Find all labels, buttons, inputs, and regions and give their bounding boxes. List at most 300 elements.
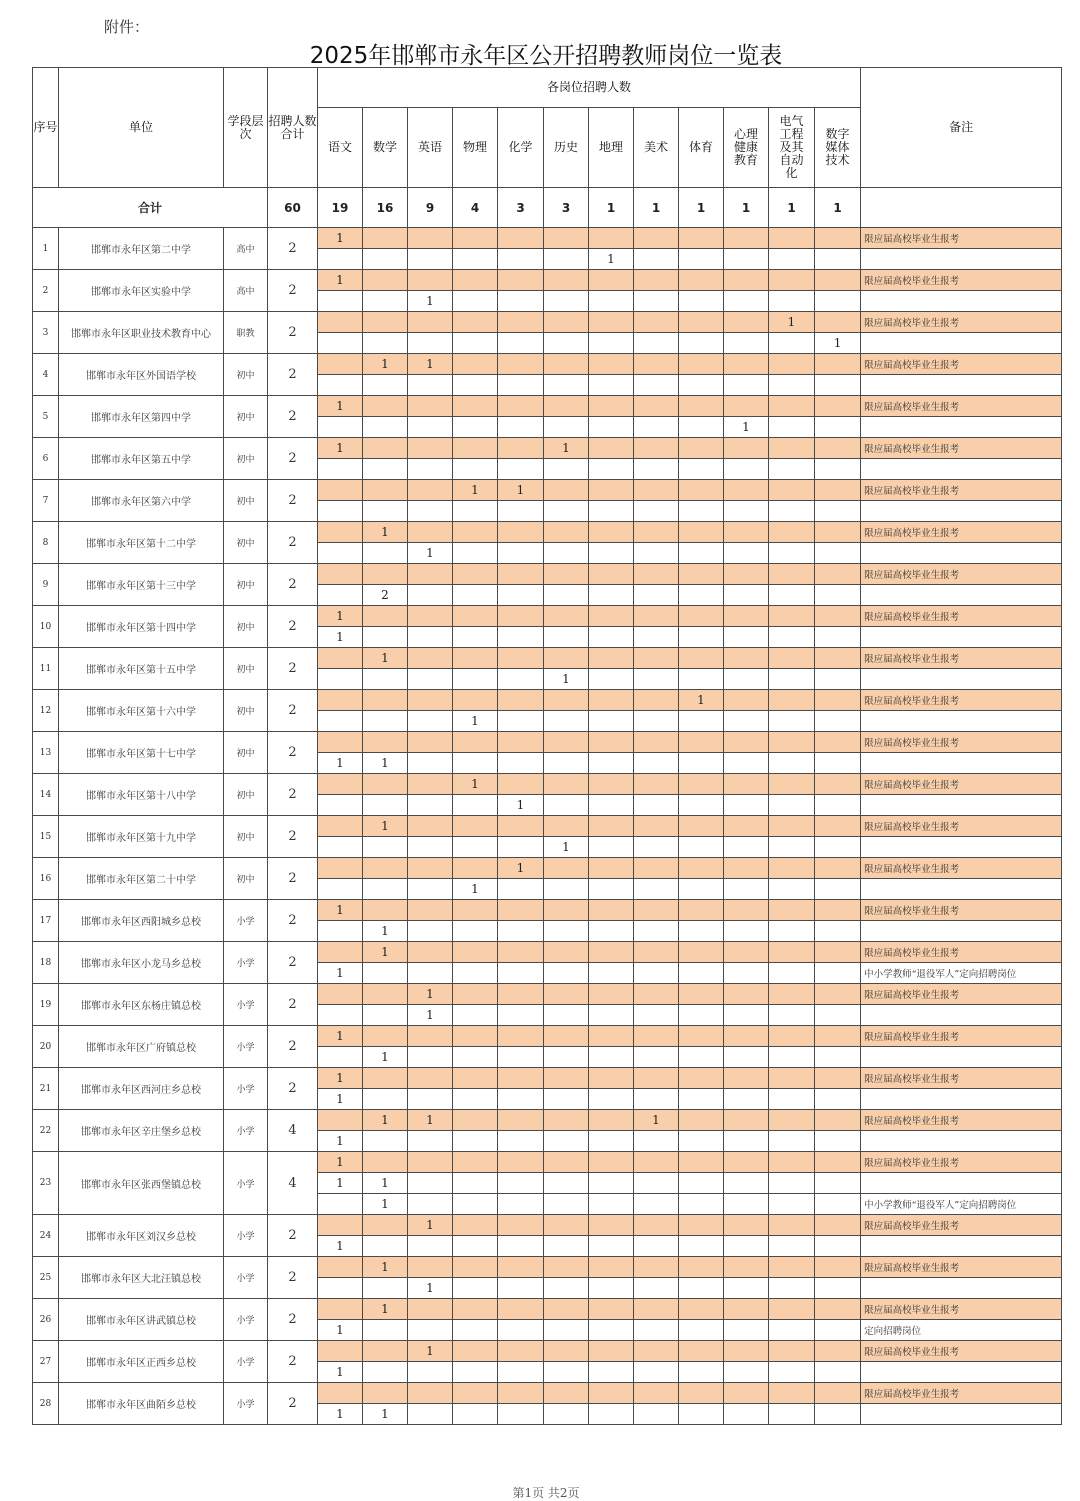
subject-cell xyxy=(679,942,724,963)
subject-cell xyxy=(724,480,769,501)
row-index: 10 xyxy=(33,606,59,648)
subject-cell xyxy=(815,1236,861,1257)
subject-cell xyxy=(589,1320,634,1341)
subject-cell xyxy=(634,984,679,1005)
subject-cell xyxy=(724,1068,769,1089)
subject-cell xyxy=(815,711,861,732)
subject-cell xyxy=(769,1110,815,1131)
row-remark xyxy=(861,333,1062,354)
subject-cell xyxy=(769,585,815,606)
row-total: 2 xyxy=(268,942,318,984)
subject-cell xyxy=(679,354,724,375)
subject-cell xyxy=(498,690,544,711)
subject-cell: 1 xyxy=(453,711,498,732)
subject-cell xyxy=(318,795,363,816)
subject-cell xyxy=(724,1089,769,1110)
subject-cell xyxy=(815,900,861,921)
row-unit: 邯郸市永年区第六中学 xyxy=(59,480,224,522)
row-level: 初中 xyxy=(224,396,268,438)
subject-cell xyxy=(498,1236,544,1257)
subject-cell xyxy=(679,1278,724,1299)
subject-cell xyxy=(679,375,724,396)
subject-cell xyxy=(498,375,544,396)
subject-cell xyxy=(634,1320,679,1341)
subject-cell xyxy=(408,942,453,963)
subject-cell xyxy=(679,984,724,1005)
subject-cell: 1 xyxy=(453,774,498,795)
subject-cell xyxy=(679,228,724,249)
subject-cell xyxy=(408,417,453,438)
subject-cell xyxy=(815,1173,861,1194)
totals-subject: 1 xyxy=(679,188,724,228)
subject-cell: 1 xyxy=(408,543,453,564)
subject-cell xyxy=(363,774,408,795)
subject-cell xyxy=(679,753,724,774)
subject-cell xyxy=(498,606,544,627)
subject-cell xyxy=(318,1278,363,1299)
subject-cell xyxy=(634,732,679,753)
row-remark xyxy=(861,543,1062,564)
subject-cell xyxy=(815,1152,861,1173)
row-level: 高中 xyxy=(224,228,268,270)
subject-cell xyxy=(363,312,408,333)
subject-cell xyxy=(498,1005,544,1026)
subject-cell xyxy=(815,1299,861,1320)
subject-cell xyxy=(679,1131,724,1152)
row-remark: 限应届高校毕业生报考 xyxy=(861,438,1062,459)
subject-cell xyxy=(679,396,724,417)
subject-cell xyxy=(679,312,724,333)
subject-cell xyxy=(453,1068,498,1089)
row-total: 2 xyxy=(268,648,318,690)
subject-cell xyxy=(318,1299,363,1320)
subject-cell xyxy=(815,396,861,417)
subject-cell xyxy=(815,417,861,438)
subject-cell xyxy=(769,291,815,312)
row-remark xyxy=(861,1236,1062,1257)
subject-cell xyxy=(724,984,769,1005)
subject-cell: 1 xyxy=(724,417,769,438)
subject-cell xyxy=(363,396,408,417)
subject-cell xyxy=(408,858,453,879)
row-unit: 邯郸市永年区西河庄乡总校 xyxy=(59,1068,224,1110)
subject-cell xyxy=(589,354,634,375)
subject-cell: 1 xyxy=(679,690,724,711)
row-remark xyxy=(861,921,1062,942)
subject-cell xyxy=(634,249,679,270)
subject-cell xyxy=(498,984,544,1005)
subject-cell xyxy=(724,858,769,879)
subject-cell xyxy=(634,438,679,459)
row-total: 2 xyxy=(268,396,318,438)
subject-cell xyxy=(408,795,453,816)
subject-cell xyxy=(408,396,453,417)
row-unit: 邯郸市永年区第十六中学 xyxy=(59,690,224,732)
subject-cell xyxy=(544,1404,589,1425)
subject-cell xyxy=(679,711,724,732)
subject-cell xyxy=(815,816,861,837)
row-unit: 邯郸市永年区广府镇总校 xyxy=(59,1026,224,1068)
subject-cell xyxy=(769,1341,815,1362)
subject-cell xyxy=(363,1278,408,1299)
subject-cell xyxy=(498,585,544,606)
subject-cell xyxy=(769,690,815,711)
subject-cell xyxy=(769,459,815,480)
subject-cell xyxy=(408,627,453,648)
subject-cell xyxy=(544,228,589,249)
subject-cell xyxy=(408,1194,453,1215)
subject-cell xyxy=(408,606,453,627)
subject-cell: 1 xyxy=(363,921,408,942)
subject-cell xyxy=(589,1026,634,1047)
subject-cell: 1 xyxy=(363,942,408,963)
row-index: 6 xyxy=(33,438,59,480)
recruitment-table xyxy=(32,67,1062,1425)
subject-cell xyxy=(408,1320,453,1341)
subject-cell: 1 xyxy=(318,627,363,648)
row-remark: 限应届高校毕业生报考 xyxy=(861,1341,1062,1362)
table-row xyxy=(33,816,1062,837)
row-index: 27 xyxy=(33,1341,59,1383)
subject-cell xyxy=(769,1131,815,1152)
row-remark xyxy=(861,1089,1062,1110)
header-level: 学段层次 xyxy=(224,68,268,188)
subject-cell xyxy=(498,1320,544,1341)
subject-cell xyxy=(634,1341,679,1362)
subject-cell xyxy=(724,627,769,648)
row-remark: 限应届高校毕业生报考 xyxy=(861,228,1062,249)
subject-cell xyxy=(589,438,634,459)
subject-cell xyxy=(679,417,724,438)
row-index: 17 xyxy=(33,900,59,942)
row-unit: 邯郸市永年区第十七中学 xyxy=(59,732,224,774)
subject-cell: 1 xyxy=(408,291,453,312)
totals-subject: 9 xyxy=(408,188,453,228)
row-total: 2 xyxy=(268,606,318,648)
subject-cell xyxy=(498,921,544,942)
subject-cell xyxy=(589,270,634,291)
subject-cell xyxy=(724,1110,769,1131)
subject-cell xyxy=(363,291,408,312)
subject-cell xyxy=(453,1278,498,1299)
subject-cell: 1 xyxy=(498,795,544,816)
subject-cell xyxy=(498,942,544,963)
subject-cell xyxy=(769,1362,815,1383)
row-remark: 限应届高校毕业生报考 xyxy=(861,942,1062,963)
row-level: 初中 xyxy=(224,732,268,774)
subject-cell xyxy=(589,984,634,1005)
subject-cell: 1 xyxy=(318,1236,363,1257)
subject-cell xyxy=(724,543,769,564)
subject-cell xyxy=(589,1236,634,1257)
subject-cell xyxy=(498,1215,544,1236)
row-level: 小学 xyxy=(224,1152,268,1215)
subject-cell xyxy=(453,312,498,333)
subject-cell xyxy=(453,543,498,564)
subject-cell xyxy=(498,627,544,648)
subject-cell xyxy=(498,879,544,900)
totals-subject: 1 xyxy=(589,188,634,228)
subject-cell xyxy=(769,396,815,417)
subject-cell xyxy=(363,1068,408,1089)
row-remark: 限应届高校毕业生报考 xyxy=(861,1299,1062,1320)
subject-cell xyxy=(769,228,815,249)
row-remark: 限应届高校毕业生报考 xyxy=(861,1110,1062,1131)
subject-cell xyxy=(544,816,589,837)
subject-cell xyxy=(634,1089,679,1110)
subject-cell xyxy=(679,1320,724,1341)
subject-cell: 1 xyxy=(363,1257,408,1278)
subject-cell xyxy=(815,564,861,585)
subject-cell xyxy=(363,333,408,354)
subject-cell xyxy=(318,1257,363,1278)
subject-cell xyxy=(453,1047,498,1068)
subject-cell: 1 xyxy=(363,1110,408,1131)
subject-cell xyxy=(363,1215,408,1236)
subject-cell xyxy=(453,1215,498,1236)
subject-cell xyxy=(408,459,453,480)
subject-cell xyxy=(453,1110,498,1131)
subject-cell xyxy=(589,1110,634,1131)
subject-cell xyxy=(498,648,544,669)
subject-cell xyxy=(634,1005,679,1026)
subject-cell xyxy=(498,1362,544,1383)
row-index: 9 xyxy=(33,564,59,606)
totals-subject: 1 xyxy=(634,188,679,228)
subject-cell xyxy=(453,1089,498,1110)
subject-cell xyxy=(679,480,724,501)
subject-cell xyxy=(453,1341,498,1362)
subject-cell xyxy=(815,1320,861,1341)
row-remark xyxy=(861,879,1062,900)
subject-cell xyxy=(815,669,861,690)
subject-cell xyxy=(769,858,815,879)
subject-cell xyxy=(589,1068,634,1089)
row-level: 小学 xyxy=(224,984,268,1026)
subject-cell xyxy=(634,501,679,522)
subject-cell xyxy=(724,753,769,774)
subject-cell xyxy=(363,900,408,921)
subject-cell xyxy=(634,564,679,585)
subject-cell: 1 xyxy=(408,1005,453,1026)
subject-cell xyxy=(634,291,679,312)
subject-cell xyxy=(498,1257,544,1278)
subject-cell xyxy=(363,669,408,690)
subject-cell: 1 xyxy=(363,1173,408,1194)
row-total: 2 xyxy=(268,816,318,858)
totals-remark xyxy=(861,188,1062,228)
subject-cell xyxy=(318,1047,363,1068)
subject-cell: 1 xyxy=(318,270,363,291)
subject-cell xyxy=(769,501,815,522)
table-row xyxy=(33,1215,1062,1236)
subject-cell xyxy=(769,543,815,564)
subject-cell xyxy=(408,312,453,333)
row-total: 2 xyxy=(268,270,318,312)
subject-cell xyxy=(318,249,363,270)
subject-cell xyxy=(453,753,498,774)
subject-cell xyxy=(589,816,634,837)
subject-cell xyxy=(589,732,634,753)
subject-cell xyxy=(544,417,589,438)
subject-cell xyxy=(498,543,544,564)
subject-cell xyxy=(769,711,815,732)
row-level: 小学 xyxy=(224,1383,268,1425)
subject-cell xyxy=(589,942,634,963)
subject-cell xyxy=(815,753,861,774)
subject-cell: 1 xyxy=(363,522,408,543)
subject-cell xyxy=(634,270,679,291)
row-remark xyxy=(861,1173,1062,1194)
subject-cell xyxy=(589,1362,634,1383)
subject-cell xyxy=(453,648,498,669)
subject-cell xyxy=(679,459,724,480)
subject-cell: 1 xyxy=(408,1278,453,1299)
subject-cell xyxy=(724,375,769,396)
subject-cell xyxy=(815,354,861,375)
subject-cell xyxy=(815,774,861,795)
row-total: 2 xyxy=(268,774,318,816)
subject-cell xyxy=(769,375,815,396)
row-unit: 邯郸市永年区正西乡总校 xyxy=(59,1341,224,1383)
table-row xyxy=(33,774,1062,795)
table-row xyxy=(33,354,1062,375)
totals-subject: 1 xyxy=(769,188,815,228)
row-remark: 限应届高校毕业生报考 xyxy=(861,690,1062,711)
subject-cell xyxy=(544,1089,589,1110)
subject-cell: 1 xyxy=(318,1068,363,1089)
subject-cell xyxy=(634,1173,679,1194)
subject-cell xyxy=(363,1320,408,1341)
row-total: 2 xyxy=(268,354,318,396)
subject-cell xyxy=(318,312,363,333)
subject-cell xyxy=(679,1236,724,1257)
row-index: 12 xyxy=(33,690,59,732)
subject-cell: 1 xyxy=(318,228,363,249)
subject-cell xyxy=(769,1047,815,1068)
table-row xyxy=(33,606,1062,627)
subject-cell xyxy=(634,1236,679,1257)
table-row xyxy=(33,1110,1062,1131)
row-remark xyxy=(861,795,1062,816)
table-row xyxy=(33,312,1062,333)
totals-subject: 16 xyxy=(363,188,408,228)
row-level: 初中 xyxy=(224,774,268,816)
row-unit: 邯郸市永年区第四中学 xyxy=(59,396,224,438)
row-remark xyxy=(861,501,1062,522)
subject-cell xyxy=(318,459,363,480)
subject-cell xyxy=(453,1404,498,1425)
subject-cell xyxy=(408,1404,453,1425)
subject-cell xyxy=(318,1110,363,1131)
subject-cell: 1 xyxy=(544,837,589,858)
subject-cell xyxy=(589,1005,634,1026)
subject-cell xyxy=(318,942,363,963)
row-remark xyxy=(861,711,1062,732)
subject-cell xyxy=(544,732,589,753)
subject-cell xyxy=(724,837,769,858)
subject-cell xyxy=(408,501,453,522)
row-remark: 限应届高校毕业生报考 xyxy=(861,900,1062,921)
row-index: 1 xyxy=(33,228,59,270)
subject-cell: 1 xyxy=(318,963,363,984)
subject-cell: 1 xyxy=(318,753,363,774)
subject-cell xyxy=(453,1131,498,1152)
subject-cell xyxy=(589,459,634,480)
row-remark: 限应届高校毕业生报考 xyxy=(861,816,1062,837)
subject-cell xyxy=(453,900,498,921)
subject-cell xyxy=(544,795,589,816)
subject-cell xyxy=(498,900,544,921)
subject-cell xyxy=(769,606,815,627)
subject-cell xyxy=(815,921,861,942)
subject-cell xyxy=(769,942,815,963)
subject-cell xyxy=(498,753,544,774)
subject-cell: 1 xyxy=(318,396,363,417)
subject-cell xyxy=(679,1173,724,1194)
subject-cell xyxy=(815,480,861,501)
subject-cell xyxy=(724,522,769,543)
subject-cell xyxy=(769,774,815,795)
header-subject: 数学 xyxy=(363,108,408,188)
table-row xyxy=(33,1341,1062,1362)
subject-cell xyxy=(318,879,363,900)
row-remark xyxy=(861,1005,1062,1026)
row-remark: 限应届高校毕业生报考 xyxy=(861,1152,1062,1173)
header-total: 招聘人数合计 xyxy=(268,68,318,188)
subject-cell xyxy=(453,522,498,543)
page-title: 2025年邯郸市永年区公开招聘教师岗位一览表 xyxy=(309,43,783,69)
subject-cell xyxy=(724,732,769,753)
subject-cell xyxy=(634,816,679,837)
subject-cell xyxy=(679,1215,724,1236)
subject-cell xyxy=(318,1341,363,1362)
subject-cell xyxy=(815,543,861,564)
subject-cell xyxy=(769,984,815,1005)
subject-cell xyxy=(363,417,408,438)
subject-cell xyxy=(589,396,634,417)
subject-cell xyxy=(408,564,453,585)
row-level: 小学 xyxy=(224,1341,268,1383)
subject-cell xyxy=(408,585,453,606)
subject-cell xyxy=(318,543,363,564)
subject-cell xyxy=(815,984,861,1005)
subject-cell xyxy=(769,1005,815,1026)
subject-cell xyxy=(815,1131,861,1152)
row-unit: 邯郸市永年区讲武镇总校 xyxy=(59,1299,224,1341)
subject-cell xyxy=(544,690,589,711)
row-remark: 限应届高校毕业生报考 xyxy=(861,648,1062,669)
subject-cell xyxy=(544,627,589,648)
header-subject: 物理 xyxy=(453,108,498,188)
row-remark: 定向招聘岗位 xyxy=(861,1320,1062,1341)
subject-cell xyxy=(679,564,724,585)
subject-cell xyxy=(634,1068,679,1089)
subject-cell xyxy=(544,249,589,270)
row-unit: 邯郸市永年区第十三中学 xyxy=(59,564,224,606)
subject-cell xyxy=(769,522,815,543)
subject-cell xyxy=(724,312,769,333)
subject-cell xyxy=(544,1236,589,1257)
subject-cell xyxy=(589,501,634,522)
subject-cell xyxy=(498,438,544,459)
subject-cell xyxy=(318,291,363,312)
subject-cell xyxy=(363,1005,408,1026)
subject-cell xyxy=(363,480,408,501)
table-row xyxy=(33,1383,1062,1404)
subject-cell xyxy=(453,732,498,753)
subject-cell xyxy=(408,711,453,732)
